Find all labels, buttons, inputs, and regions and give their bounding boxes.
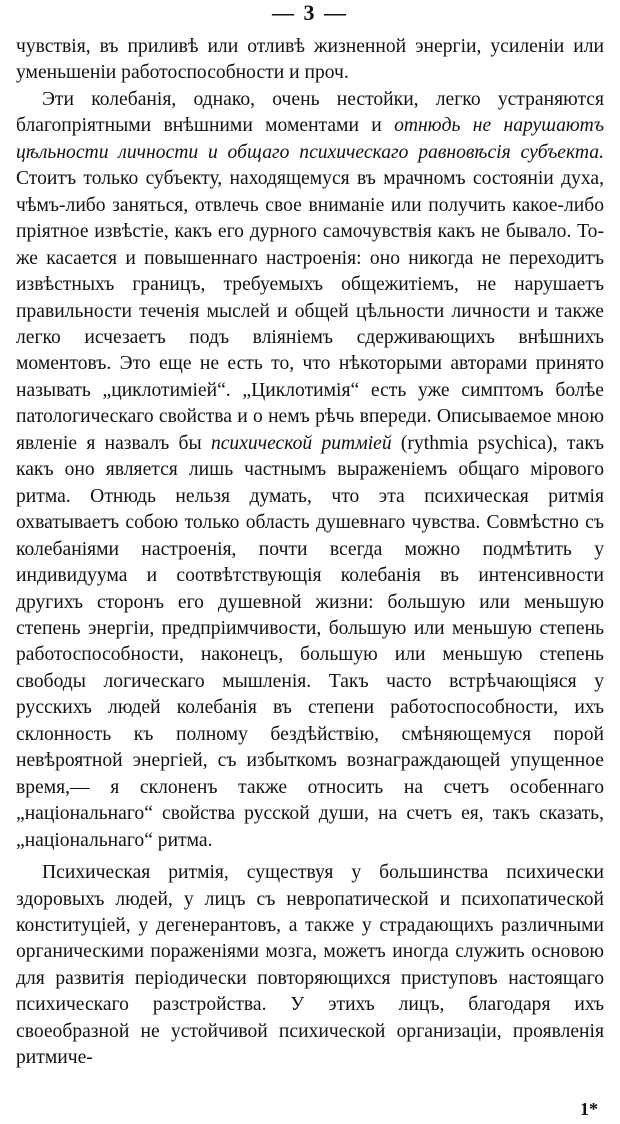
paragraph-2-text-b: Стоитъ только субъекту, находящемуся въ мрачномъ состояніи духа, чѣмъ-либо заняться, отвлечь свое вниманіе или получить какое-либо пріятное извѣстіе, какъ его дурного самочувствія какъ не бывало. То-же касается и повышеннаго настроенія: оно никогда не переходитъ извѣстныхъ границъ, требуемыхъ общежитіемъ, не нарушаетъ правильности теченія мыслей и общей цѣльности личности и также легко исчезаетъ подъ вліяніемъ сдерживающихъ внѣшнихъ моментовъ. Это еще не есть то, что нѣкоторыми авторами принято называть „циклотиміей“. „Циклотимія“ есть уже симптомъ болѣе патологическаго свойства и о немъ рѣчь впереди. Описываемое мною явленіе я назвалъ бы — [16, 168, 604, 454]
paragraph-2-text-a: Эти колебанія, однако, очень нестойки, легко устраняются благопріятными внѣшними моментами и — [16, 88, 604, 137]
paragraph-1-text: чувствія, въ приливѣ или отливѣ жизненной энергіи, усиленіи или уменьшеніи работоспособности и проч. — [16, 36, 604, 84]
signature-mark: 1* — [580, 1099, 598, 1119]
paragraph-2-italic-a: отнюдь не нарушаютъ цѣльности личности и общаго психическаго равновѣсія субъекта. — [16, 115, 604, 163]
paragraph-1 — [16, 34, 604, 87]
body-text — [16, 34, 604, 1072]
paragraph-3-text: Психическая ритмія, существуя у большинства психически здоровыхъ людей, у лицъ съ невропатической и психопатической конституціей, у дегенерантовъ, а также у страдающихъ различными органическими пораженіями мозга, можетъ иногда служить основою для развитія періодически повторяющихся приступовъ настоящаго психическаго разстройства. У этихъ лицъ, благодаря ихъ своеобразной не устойчивой психической организаціи, проявленія ритмиче- — [16, 862, 604, 1069]
paragraph-2-italic-b: психической ритміей — [210, 432, 392, 454]
paragraph-3 — [16, 860, 604, 1072]
page-number: — 3 — — [272, 0, 348, 25]
paragraph-2 — [16, 87, 604, 854]
paragraph-2-text-c: (rythmia psychica), такъ какъ оно является лишь частнымъ выраженіемъ общаго мірового ритма. Отнюдь нельзя думать, что эта психическая ритмія охватываетъ собою только область душевнаго чувства. Совмѣстно съ колебаніями настроенія, почти всегда можно подмѣтить у индивидуума и соотвѣтствующія колебанія въ интенсивности другихъ сторонъ его душевной жизни: большую или меньшую степень энергіи, предпріимчивости, большую или меньшую степень работоспособности, наконецъ, большую или меньшую степень свободы логическаго мышленія. Такъ часто встрѣчающіяся у русскихъ людей колебанія въ степени работоспособности, ихъ склонность къ полному бездѣйствію, смѣняющемуся порой невѣроятной энергіей, съ избыткомъ вознаграждающей упущенное время,— я склоненъ также относить на счетъ особеннаго „національнаго“ свойства русской души, на счетъ ея, такъ сказать, „національнаго“ ритма. — [16, 432, 604, 851]
